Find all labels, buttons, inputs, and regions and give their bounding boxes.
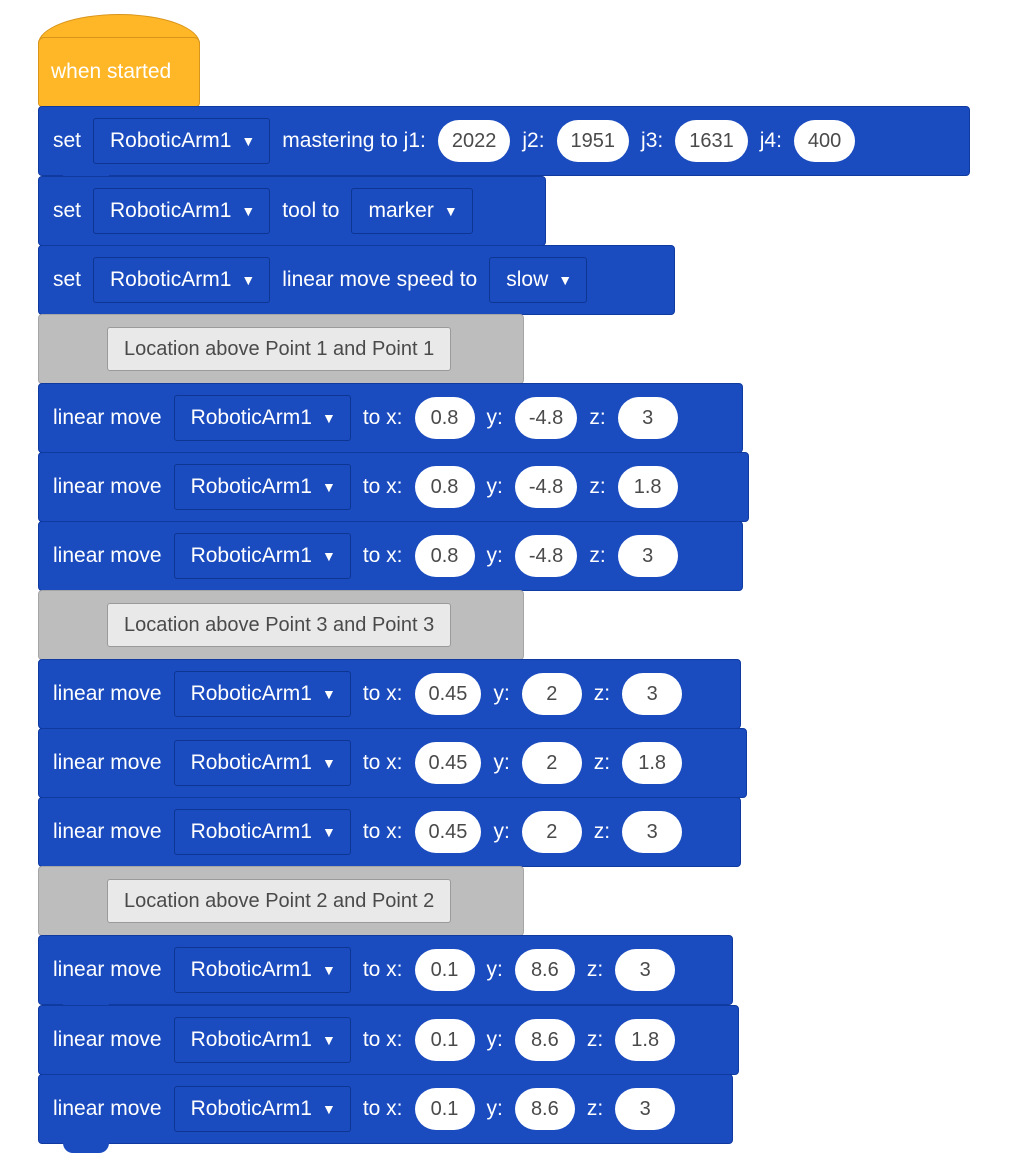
x-input[interactable]: 0.1 bbox=[415, 1019, 475, 1061]
y-label: y: bbox=[493, 751, 510, 774]
linear-move-block[interactable] bbox=[38, 521, 743, 591]
j2-input[interactable]: 1951 bbox=[557, 120, 630, 162]
linear-move-block[interactable] bbox=[38, 1074, 733, 1144]
arm-dropdown[interactable]: RoboticArm1 ▼ bbox=[93, 118, 270, 164]
y-input[interactable]: 8.6 bbox=[515, 1019, 575, 1061]
comment-text[interactable]: Location above Point 2 and Point 2 bbox=[107, 879, 451, 923]
z-label: z: bbox=[586, 1028, 604, 1051]
z-input[interactable]: 1.8 bbox=[618, 466, 678, 508]
linear-move-label: linear move bbox=[53, 751, 162, 774]
y-input[interactable]: 2 bbox=[522, 811, 582, 853]
tool-dropdown[interactable]: marker ▼ bbox=[351, 188, 472, 234]
y-label: y: bbox=[486, 1097, 503, 1120]
mastering-label: mastering to j1: bbox=[282, 129, 426, 152]
chevron-down-icon: ▼ bbox=[321, 962, 336, 978]
y-input[interactable]: -4.8 bbox=[515, 535, 577, 577]
arm-dropdown[interactable]: RoboticArm1 ▼ bbox=[93, 188, 270, 234]
y-label: y: bbox=[493, 820, 510, 843]
when-started-label: when started bbox=[51, 60, 172, 83]
speed-label: linear move speed to bbox=[282, 268, 478, 291]
z-label: z: bbox=[589, 475, 606, 498]
chevron-down-icon: ▼ bbox=[443, 203, 458, 219]
z-input[interactable]: 1.8 bbox=[615, 1019, 675, 1061]
arm-dropdown[interactable]: RoboticArm1 ▼ bbox=[174, 947, 351, 993]
z-input[interactable]: 3 bbox=[615, 949, 675, 991]
z-label: z: bbox=[593, 751, 611, 774]
chevron-down-icon: ▼ bbox=[321, 686, 336, 702]
x-input[interactable]: 0.1 bbox=[415, 949, 475, 991]
arm-dropdown[interactable]: RoboticArm1 ▼ bbox=[174, 533, 351, 579]
x-input[interactable]: 0.8 bbox=[415, 535, 475, 577]
z-input[interactable]: 3 bbox=[618, 397, 678, 439]
x-input[interactable]: 0.45 bbox=[415, 742, 482, 784]
comment-text[interactable]: Location above Point 3 and Point 3 bbox=[107, 603, 451, 647]
chevron-down-icon: ▼ bbox=[321, 479, 336, 495]
arm-dropdown[interactable]: RoboticArm1 ▼ bbox=[174, 809, 351, 855]
set-speed-block[interactable] bbox=[38, 245, 675, 315]
y-label: y: bbox=[486, 1028, 503, 1051]
arm-dropdown[interactable]: RoboticArm1 ▼ bbox=[174, 740, 351, 786]
x-label: to x: bbox=[362, 682, 403, 705]
y-input[interactable]: 2 bbox=[522, 742, 582, 784]
comment-block[interactable] bbox=[38, 314, 524, 384]
comment-text[interactable]: Location above Point 1 and Point 1 bbox=[107, 327, 451, 371]
tool-label: tool to bbox=[282, 199, 340, 222]
z-label: z: bbox=[593, 682, 611, 705]
x-label: to x: bbox=[362, 820, 403, 843]
set-tool-block[interactable] bbox=[38, 176, 546, 246]
linear-move-block[interactable] bbox=[38, 728, 747, 798]
z-input[interactable]: 3 bbox=[622, 673, 682, 715]
j3-label: j3: bbox=[641, 129, 664, 152]
chevron-down-icon: ▼ bbox=[321, 548, 336, 564]
arm-dropdown[interactable]: RoboticArm1 ▼ bbox=[174, 1017, 351, 1063]
z-input[interactable]: 1.8 bbox=[622, 742, 682, 784]
comment-block[interactable] bbox=[38, 590, 524, 660]
set-keyword: set bbox=[53, 268, 82, 291]
y-input[interactable]: 2 bbox=[522, 673, 582, 715]
z-input[interactable]: 3 bbox=[622, 811, 682, 853]
arm-dropdown[interactable]: RoboticArm1 ▼ bbox=[174, 671, 351, 717]
set-mastering-block[interactable] bbox=[38, 106, 970, 176]
arm-dropdown[interactable]: RoboticArm1 ▼ bbox=[174, 395, 351, 441]
set-keyword: set bbox=[53, 129, 82, 152]
x-label: to x: bbox=[362, 958, 403, 981]
z-label: z: bbox=[593, 820, 611, 843]
x-label: to x: bbox=[362, 475, 403, 498]
arm-dropdown[interactable]: RoboticArm1 ▼ bbox=[174, 464, 351, 510]
x-input[interactable]: 0.1 bbox=[415, 1088, 475, 1130]
arm-dropdown[interactable]: RoboticArm1 ▼ bbox=[93, 257, 270, 303]
linear-move-label: linear move bbox=[53, 958, 162, 981]
linear-move-label: linear move bbox=[53, 1097, 162, 1120]
z-label: z: bbox=[586, 1097, 604, 1120]
when-started-block[interactable] bbox=[38, 37, 200, 107]
j4-label: j4: bbox=[759, 129, 782, 152]
linear-move-label: linear move bbox=[53, 406, 162, 429]
z-input[interactable]: 3 bbox=[618, 535, 678, 577]
y-input[interactable]: -4.8 bbox=[515, 397, 577, 439]
chevron-down-icon: ▼ bbox=[321, 410, 336, 426]
linear-move-label: linear move bbox=[53, 820, 162, 843]
chevron-down-icon: ▼ bbox=[241, 133, 256, 149]
chevron-down-icon: ▼ bbox=[321, 755, 336, 771]
x-label: to x: bbox=[362, 1097, 403, 1120]
linear-move-block[interactable] bbox=[38, 935, 733, 1005]
chevron-down-icon: ▼ bbox=[241, 203, 256, 219]
chevron-down-icon: ▼ bbox=[241, 272, 256, 288]
y-input[interactable]: -4.8 bbox=[515, 466, 577, 508]
y-input[interactable]: 8.6 bbox=[515, 1088, 575, 1130]
chevron-down-icon: ▼ bbox=[321, 824, 336, 840]
y-label: y: bbox=[486, 406, 503, 429]
z-label: z: bbox=[589, 406, 606, 429]
linear-move-label: linear move bbox=[53, 544, 162, 567]
chevron-down-icon: ▼ bbox=[321, 1101, 336, 1117]
linear-move-block[interactable] bbox=[38, 797, 741, 867]
j1-input[interactable]: 2022 bbox=[438, 120, 511, 162]
y-label: y: bbox=[486, 958, 503, 981]
linear-move-label: linear move bbox=[53, 682, 162, 705]
x-label: to x: bbox=[362, 544, 403, 567]
chevron-down-icon: ▼ bbox=[321, 1032, 336, 1048]
x-input[interactable]: 0.8 bbox=[415, 397, 475, 439]
comment-block[interactable] bbox=[38, 866, 524, 936]
linear-move-label: linear move bbox=[53, 1028, 162, 1051]
j2-label: j2: bbox=[522, 129, 545, 152]
z-input[interactable]: 3 bbox=[615, 1088, 675, 1130]
chevron-down-icon: ▼ bbox=[558, 272, 573, 288]
linear-move-block[interactable] bbox=[38, 1005, 739, 1075]
linear-move-block[interactable] bbox=[38, 659, 741, 729]
arm-dropdown[interactable]: RoboticArm1 ▼ bbox=[174, 1086, 351, 1132]
z-label: z: bbox=[589, 544, 606, 567]
x-label: to x: bbox=[362, 406, 403, 429]
x-input[interactable]: 0.8 bbox=[415, 466, 475, 508]
y-label: y: bbox=[486, 544, 503, 567]
linear-move-block[interactable] bbox=[38, 383, 743, 453]
x-input[interactable]: 0.45 bbox=[415, 811, 482, 853]
j3-input[interactable]: 1631 bbox=[675, 120, 748, 162]
y-input[interactable]: 8.6 bbox=[515, 949, 575, 991]
y-label: y: bbox=[486, 475, 503, 498]
z-label: z: bbox=[586, 958, 604, 981]
linear-move-label: linear move bbox=[53, 475, 162, 498]
x-label: to x: bbox=[362, 1028, 403, 1051]
linear-move-block[interactable] bbox=[38, 452, 749, 522]
y-label: y: bbox=[493, 682, 510, 705]
speed-dropdown[interactable]: slow ▼ bbox=[489, 257, 587, 303]
j4-input[interactable]: 400 bbox=[794, 120, 855, 162]
x-label: to x: bbox=[362, 751, 403, 774]
set-keyword: set bbox=[53, 199, 82, 222]
x-input[interactable]: 0.45 bbox=[415, 673, 482, 715]
